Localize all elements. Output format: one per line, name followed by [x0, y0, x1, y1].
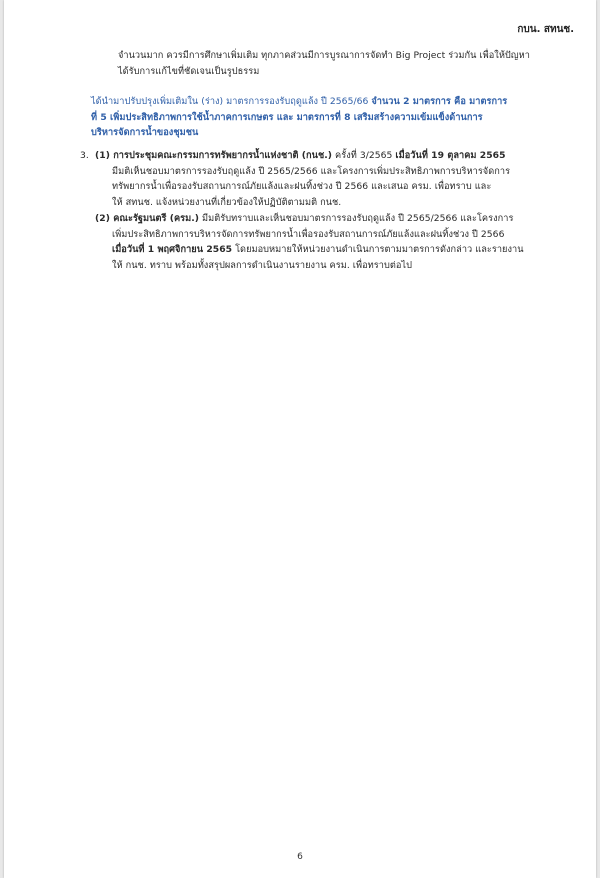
text-run-bold: (1) การประชุมคณะกรรมการทรัพยากรน้ำแห่งชาติ (กนช.)	[95, 150, 333, 161]
text-line: ให้ สทนช. แจ้งหน่วยงานที่เกี่ยวข้องให้ปฏิบัติตามมติ กนช.	[112, 196, 342, 208]
text-line: เพิ่มประสิทธิภาพการบริหารจัดการทรัพยากรน้ำเพื่อรองรับสถานการณ์ภัยแล้งและฝนทิ้งช่วง ปี 2566	[112, 228, 505, 240]
page-number: 6	[297, 852, 303, 862]
text-line: จำนวนมาก ควรมีการศึกษาเพิ่มเติม ทุกภาคส่วนมีการบูรณาการจัดทำ Big Project ร่วมกัน เพื่อให้ปัญหา	[118, 50, 530, 61]
text-line: ได้รับการแก้ไขที่ชัดเจนเป็นรูปธรรม	[118, 65, 260, 77]
document-page	[4, 0, 596, 878]
text-line	[91, 94, 507, 110]
text-line: ให้ กนช. ทราบ พร้อมทั้งสรุปผลการดำเนินงานรายงาน ครม. เพื่อทราบต่อไป	[112, 259, 412, 271]
list-item-sub-2	[95, 211, 524, 273]
text-run-bold: เมื่อวันที่ 19 ตุลาคม 2565	[395, 150, 506, 161]
text-line	[95, 148, 510, 164]
text-line: บริหารจัดการน้ำของชุมชน	[91, 127, 199, 138]
list-item-sub-1	[95, 148, 510, 210]
text-run-bold: เมื่อวันที่ 1 พฤศจิกายน 2565	[112, 244, 233, 255]
text-line: ทรัพยากรน้ำเพื่อรองรับสถานการณ์ภัยแล้งและฝนทิ้งช่วง ปี 2566 และเสนอ ครม. เพื่อทราบ และ	[112, 181, 492, 192]
text-run: ได้นำมาปรับปรุงเพิ่มเติมใน (ร่าง) มาตรการรองรับฤดูแล้ง ปี 2565/66	[91, 96, 372, 107]
text-line	[95, 211, 524, 227]
text-line	[95, 242, 524, 258]
list-number: 3.	[80, 150, 89, 161]
text-run: มีมติรับทราบและเห็นชอบมาตรการรองรับฤดูแล้ง ปี 2565/2566 และโครงการ	[199, 213, 514, 224]
text-line: มีมติเห็นชอบมาตรการรองรับฤดูแล้ง ปี 2565/2566 และโครงการเพิ่มประสิทธิภาพการบริหารจัดการ	[112, 165, 511, 177]
text-run: โดยมอบหมายให้หน่วยงานดำเนินการตามมาตรการดังกล่าว และรายงาน	[232, 244, 524, 255]
paragraph-continuation	[118, 48, 530, 79]
text-line: ที่ 5 เพิ่มประสิทธิภาพการใช้น้ำภาคการเกษตร และ มาตรการที่ 8 เสริมสร้างความเข้มแข็งด้านการ	[91, 111, 483, 123]
paragraph-measures-update	[91, 94, 507, 141]
text-run: ครั้งที่ 3/2565	[332, 150, 396, 161]
text-run-bold: จำนวน 2 มาตรการ คือ มาตรการ	[371, 96, 508, 107]
text-run-bold: (2) คณะรัฐมนตรี (ครม.)	[95, 213, 200, 224]
header-agency-mark: กบน. สทนช.	[517, 24, 574, 35]
